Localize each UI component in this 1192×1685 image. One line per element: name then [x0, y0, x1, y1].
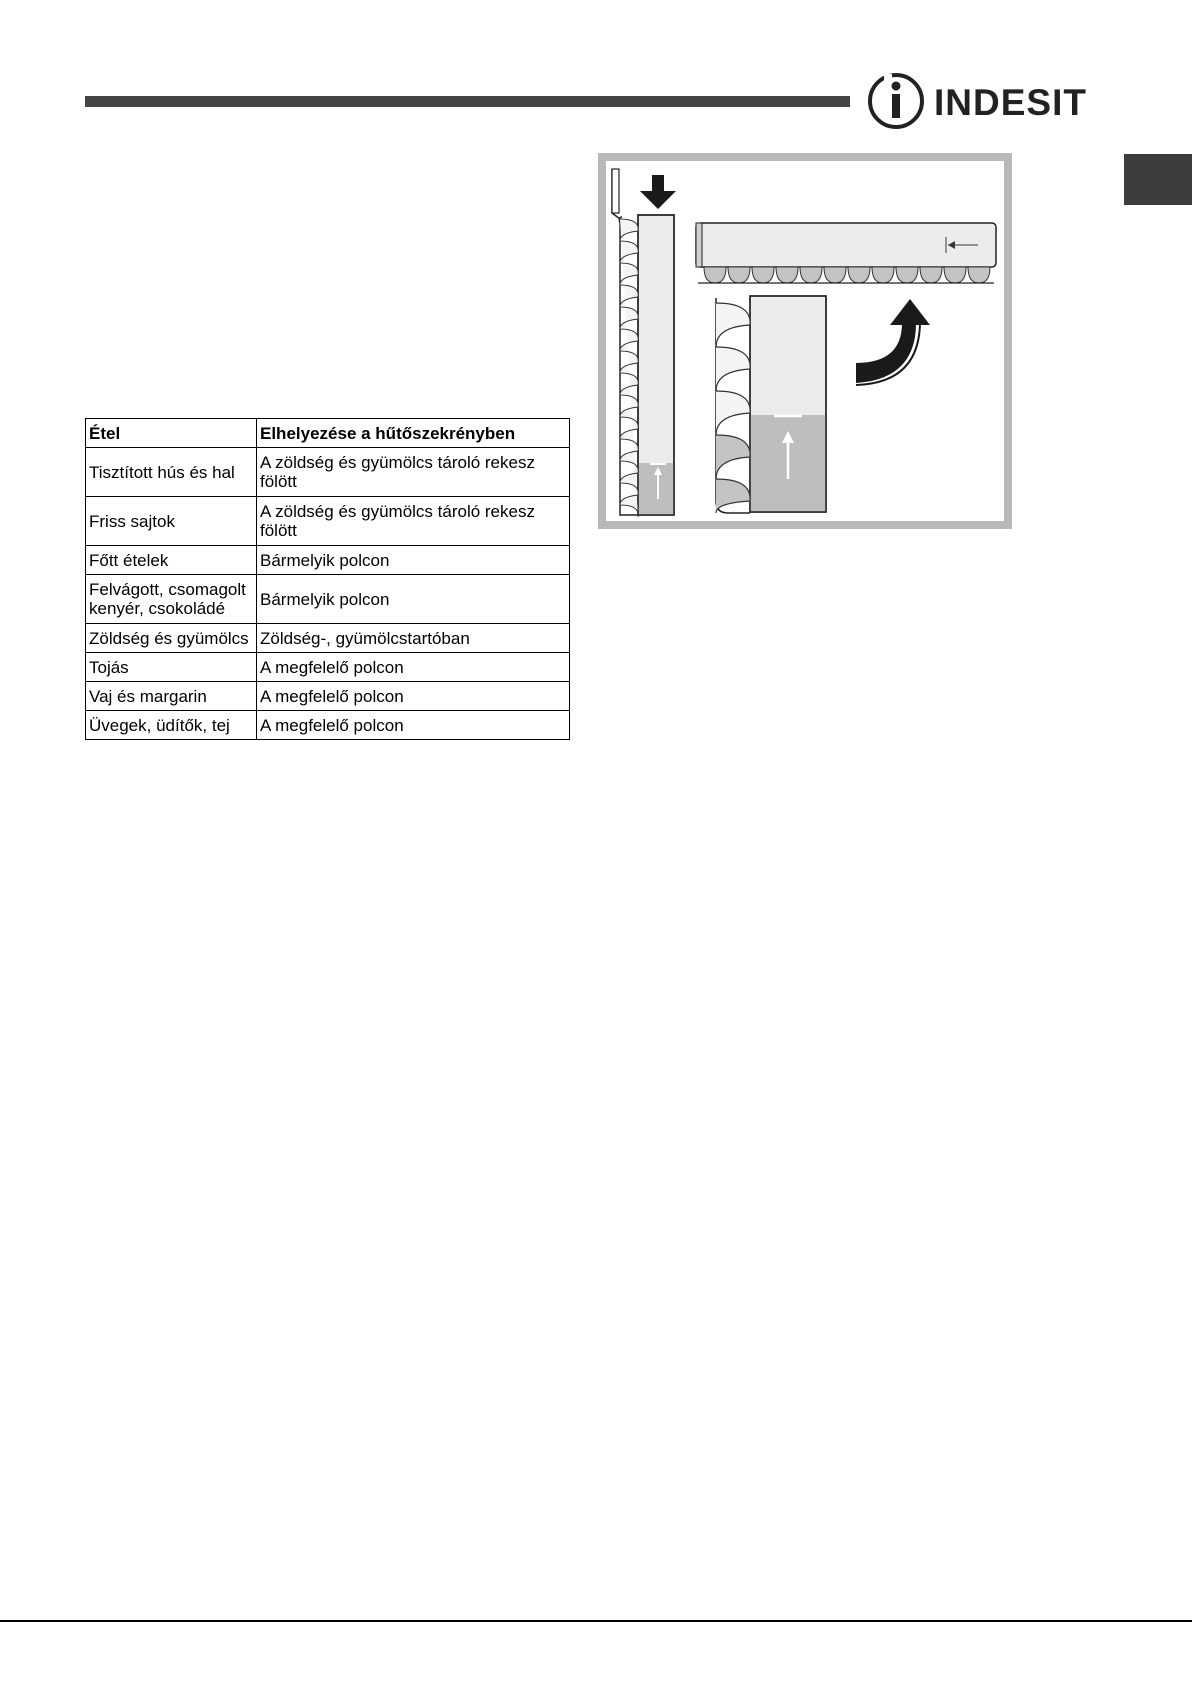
- table-header-row: [86, 419, 570, 448]
- placement-cell: A zöldség és gyümölcs tároló rekesz fölött: [257, 448, 570, 497]
- footer-rule: [0, 1620, 1192, 1622]
- ice-cube-tray-illustration: [598, 153, 1012, 529]
- header-placement: Elhelyezése a hűtőszekrényben: [257, 419, 570, 448]
- placement-cell: Zöldség-, gyümölcstartóban: [257, 624, 570, 653]
- food-cell: Zöldség és gyümölcs: [86, 624, 257, 653]
- table-row: [86, 711, 570, 740]
- food-placement-table: [85, 418, 570, 740]
- food-cell: Felvágott, csomagolt kenyér, csokoládé: [86, 575, 257, 624]
- header-food: Étel: [86, 419, 257, 448]
- food-cell: Tojás: [86, 653, 257, 682]
- food-cell: Tisztított hús és hal: [86, 448, 257, 497]
- table-row: [86, 624, 570, 653]
- placement-cell: Bármelyik polcon: [257, 546, 570, 575]
- placement-cell: A zöldség és gyümölcs tároló rekesz fölött: [257, 497, 570, 546]
- logo-text: INDESIT: [934, 82, 1086, 123]
- table-row: [86, 497, 570, 546]
- language-tab: [1124, 154, 1192, 205]
- table-row: [86, 653, 570, 682]
- header-rule: [85, 96, 850, 107]
- food-cell: Vaj és margarin: [86, 682, 257, 711]
- placement-cell: A megfelelő polcon: [257, 711, 570, 740]
- indesit-logo: [866, 70, 1086, 132]
- table-row: [86, 575, 570, 624]
- table-row: [86, 546, 570, 575]
- placement-cell: A megfelelő polcon: [257, 682, 570, 711]
- food-cell: Főtt ételek: [86, 546, 257, 575]
- placement-cell: A megfelelő polcon: [257, 653, 570, 682]
- table-row: [86, 448, 570, 497]
- table-row: [86, 682, 570, 711]
- placement-cell: Bármelyik polcon: [257, 575, 570, 624]
- food-cell: Friss sajtok: [86, 497, 257, 546]
- food-cell: Üvegek, üdítők, tej: [86, 711, 257, 740]
